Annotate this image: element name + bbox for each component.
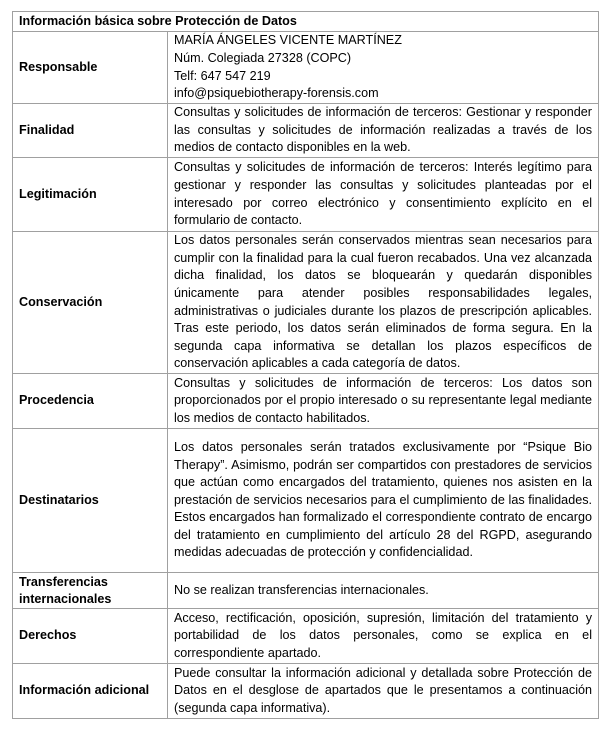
row-value: Puede consultar la información adicional y detallada sobre Protección de Datos en el desglose de apartados que le presentamos a continuación (segunda capa informativa).: [168, 664, 599, 719]
row-label: Información adicional: [13, 664, 168, 719]
row-label: Derechos: [13, 609, 168, 664]
table-row-procedencia: [13, 374, 599, 429]
row-label: Finalidad: [13, 104, 168, 158]
row-label: Procedencia: [13, 374, 168, 429]
row-label-line1: Transferencias: [19, 574, 108, 589]
row-label: Conservación: [13, 232, 168, 374]
table-row-legitimacion: [13, 158, 599, 232]
table-row-responsable: [13, 32, 599, 104]
table-row-destinatarios: [13, 429, 599, 573]
table-row-derechos: [13, 609, 599, 664]
table-row-transferencias: [13, 573, 599, 609]
row-value: Consultas y solicitudes de información de terceros: Interés legítimo para gestionar y responder las consultas y solicitudes planteadas por el interesado por correo electrónico y consentimiento explícito en el formulario de contacto.: [168, 158, 599, 232]
responsable-email: info@psiquebiotherapy-forensis.com: [174, 86, 379, 101]
row-label: Responsable: [13, 32, 168, 104]
responsable-license: Núm. Colegiada 27328 (COPC): [174, 50, 352, 65]
data-protection-table: [12, 11, 599, 719]
row-value: Consultas y solicitudes de información de terceros: Gestionar y responder las consultas y solicitudes de información realizadas a través de los medios de contacto disponibles en la web.: [168, 104, 599, 158]
row-label: Destinatarios: [13, 429, 168, 573]
row-label: [13, 573, 168, 609]
row-value: Acceso, rectificación, oposición, supresión, limitación del tratamiento y portabilidad de los datos personales, como se explica en el correspondiente apartado.: [168, 609, 599, 664]
responsable-phone: Telf: 647 547 219: [174, 68, 271, 83]
row-label: Legitimación: [13, 158, 168, 232]
table-row-finalidad: [13, 104, 599, 158]
responsable-name: MARÍA ÁNGELES VICENTE MARTÍNEZ: [174, 33, 402, 48]
row-value: [168, 32, 599, 104]
row-value: No se realizan transferencias internacionales.: [168, 573, 599, 609]
table-header-row: [13, 12, 599, 32]
table-title: Información básica sobre Protección de Datos: [13, 12, 599, 32]
row-value: Los datos personales serán conservados mientras sean necesarios para cumplir con la finalidad para la cual fueron recabados. Una vez alcanzada dicha finalidad, los datos se bloquearán y quedarán disponibles únicamente para atender posibles responsabilidades legales, administrativas o judiciales durante los plazos de prescripción aplicables. Tras este periodo, los datos serán eliminados de forma segura. En la segunda capa informativa se detallan los plazos específicos de conservación aplicables a cada categoría de datos.: [168, 232, 599, 374]
table-row-informacion-adicional: [13, 664, 599, 719]
row-value: Los datos personales serán tratados exclusivamente por “Psique Bio Therapy”. Asimismo, podrán ser compartidos con prestadores de servicios que actúan como encargados del tratamiento, quienes nos asisten en la prestación de servicios necesarios para el cumplimiento de las finalidades. Estos encargados han formalizado el correspondiente contrato de encargo del tratamiento en cumplimiento del artículo 28 del RGPD, asegurando medidas adecuadas de protección y confidencialidad.: [168, 429, 599, 573]
table-row-conservacion: [13, 232, 599, 374]
row-label-line2: internacionales: [19, 591, 112, 606]
row-value: Consultas y solicitudes de información de terceros: Los datos son proporcionados por el propio interesado o su representante legal mediante los medios de contacto habilitados.: [168, 374, 599, 429]
